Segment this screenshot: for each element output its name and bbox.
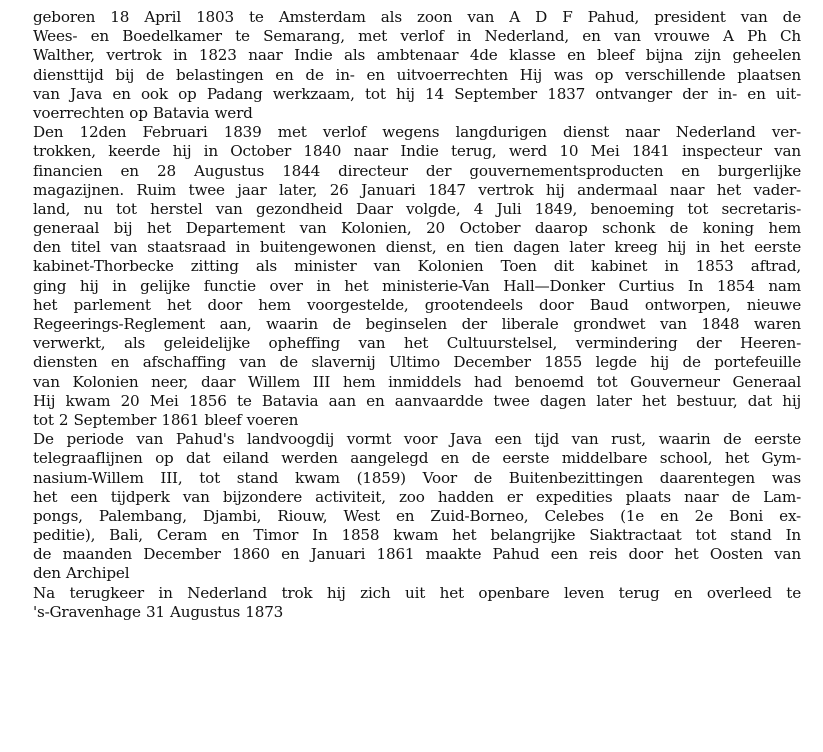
paragraph (33, 8, 801, 123)
paragraph (33, 430, 801, 584)
text-line: peditie), Bali, Ceram en Timor In 1858 kwam het belangrijke Siaktractaat tot stand In (33, 526, 801, 545)
text-line: geboren 18 April 1803 te Amsterdam als zoon van A D F Pahud, president van de (33, 8, 801, 26)
text-line: de maanden December 1860 en Januari 1861 maakte Pahud een reis door het Oosten van (33, 545, 801, 564)
text-line: Hij kwam 20 Mei 1856 te Batavia aan en aanvaardde twee dagen later het bestuur, dat hij (33, 391, 801, 410)
text-line: voerrechten op Batavia werd (33, 103, 253, 122)
text-line: den titel van staatsraad in buitengewonen dienst, en tien dagen later kreeg hij in het eerste (33, 238, 801, 257)
text-line: Wees- en Boedelkamer te Semarang, met verlof in Nederland, en van vrouwe A Ph Ch (33, 27, 801, 46)
text-line: land, nu tot herstel van gezondheid Daar volgde, 4 Juli 1849, benoeming tot secretaris- (33, 199, 801, 218)
text-line: telegraaflijnen op dat eiland werden aangelegd en de eerste middelbare school, het Gym- (33, 449, 801, 468)
text-line: den Archipel (33, 564, 130, 583)
text-line: diensten en afschaffing van de slavernij Ultimo December 1855 legde hij de portefeuille (33, 353, 801, 372)
text-line: diensttijd bij de belastingen en de in- en uitvoerrechten Hij was op verschillende plaatsen (33, 65, 801, 84)
text-line: van Kolonien neer, daar Willem III hem inmiddels had benoemd tot Gouverneur Generaal (33, 372, 801, 391)
text-line: pongs, Palembang, Djambi, Riouw, West en Zuid-Borneo, Celebes (1e en 2e Boni ex- (33, 506, 801, 525)
text-line: tot 2 September 1861 bleef voeren (33, 410, 299, 429)
text-line: het een tijdperk van bijzondere activiteit, zoo hadden er expedities plaats naar de Lam- (33, 487, 801, 506)
text-line: Regeerings-Reglement aan, waarin de beginselen der liberale grondwet van 1848 waren (33, 315, 801, 333)
text-line: Den 12den Februari 1839 met verlof wegens langdurigen dienst naar Nederland ver- (33, 123, 801, 142)
text-line: trokken, keerde hij in October 1840 naar Indie terug, werd 10 Mei 1841 inspecteur van (33, 142, 801, 161)
text-line: 's-Gravenhage 31 Augustus 1873 (33, 602, 284, 621)
text-line: financien en 28 Augustus 1844 directeur der gouvernementsproducten en burgerlijke (33, 161, 801, 180)
paragraph (33, 123, 801, 430)
text-line: Na terugkeer in Nederland trok hij zich uit het openbare leven terug en overleed te (33, 583, 801, 602)
text-line: nasium-Willem III, tot stand kwam (1859) Voor de Buitenbezittingen daarentegen was (33, 468, 801, 487)
text-line: kabinet-Thorbecke zitting als minister van Kolonien Toen dit kabinet in 1853 aftrad, (33, 257, 801, 276)
text-line: verwerkt, als geleidelijke opheffing van het Cultuurstelsel, vermindering der Heeren- (33, 334, 801, 353)
biography-text (33, 8, 801, 622)
text-line: het parlement het door hem voorgestelde, grootendeels door Baud ontworpen, nieuwe (33, 295, 801, 314)
text-line: De periode van Pahud's landvoogdij vormt voor Java een tijd van rust, waarin de eerste (33, 430, 801, 449)
text-line: Walther, vertrok in 1823 naar Indie als ambtenaar 4de klasse en bleef bijna zijn geheelen (33, 46, 801, 65)
text-line: van Java en ook op Padang werkzaam, tot hij 14 September 1837 ontvanger der in- en uit- (33, 84, 801, 103)
paragraph (33, 584, 801, 622)
text-line: generaal bij het Departement van Kolonien, 20 October daarop schonk de koning hem (33, 219, 801, 238)
text-line: ging hij in gelijke functie over in het ministerie-Van Hall—Donker Curtius In 1854 nam (33, 276, 801, 295)
text-line: magazijnen. Ruim twee jaar later, 26 Januari 1847 vertrok hij andermaal naar het vader- (33, 180, 801, 199)
